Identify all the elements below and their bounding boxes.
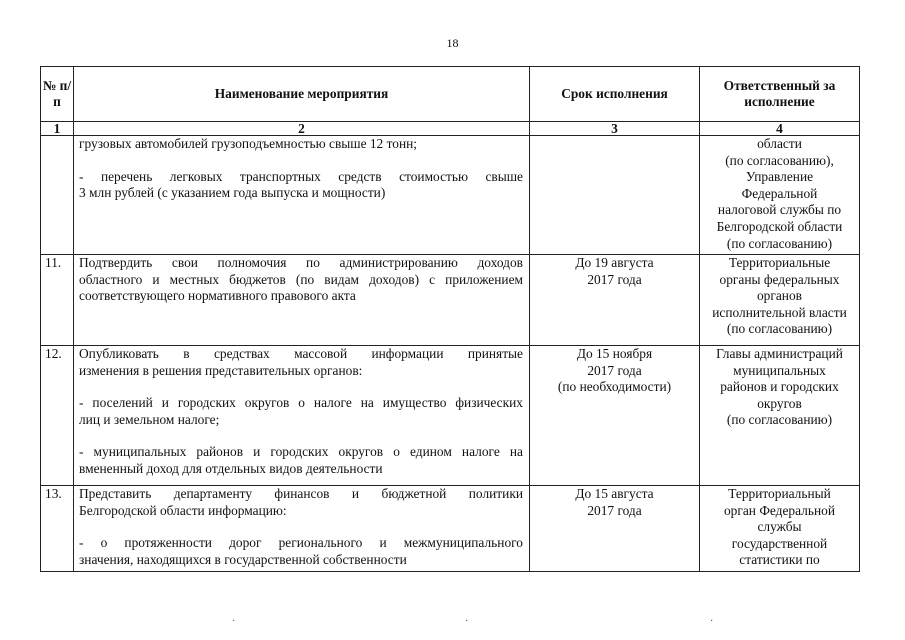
header-measure-name: Наименование мероприятия <box>74 67 530 122</box>
table-header-row <box>41 67 860 122</box>
row-number: 12. <box>41 346 74 486</box>
index-cell: 2 <box>74 122 530 136</box>
responsible-line: муниципальных <box>733 362 826 378</box>
responsible-cell <box>700 346 860 486</box>
table-row <box>41 136 860 255</box>
responsible-cell <box>700 486 860 572</box>
responsible-line: органы федеральных <box>719 271 840 287</box>
measure-line: грузовых автомобилей грузоподъемностью свыше 12 тонн; <box>79 136 418 151</box>
row-number: 13. <box>41 486 74 572</box>
responsible-line: Управление <box>745 169 814 185</box>
responsible-line: статистики по <box>739 552 820 568</box>
scan-dot: · <box>232 616 236 627</box>
measure-line: - поселений и городских округов о налоге на имущество физических <box>79 395 523 411</box>
deadline-cell <box>530 136 700 255</box>
measure-description <box>74 136 530 255</box>
measure-line: Представить департаменту финансов и бюджетной политики <box>79 486 523 501</box>
measure-line: Опубликовать в средствах массовой информации принятые <box>79 346 523 361</box>
index-cell: 4 <box>700 122 860 136</box>
measure-line: Подтвердить свои полномочия по администрированию доходов <box>79 255 523 270</box>
responsible-line: орган Федеральной <box>723 502 835 518</box>
responsible-line: районов и городских <box>720 379 839 395</box>
measure-line <box>79 153 523 169</box>
index-cell: 3 <box>530 122 700 136</box>
responsible-line: (по согласованию) <box>726 412 833 428</box>
measure-line: соответствующего нормативного правового акта <box>79 288 356 304</box>
responsible-line: (по согласованию), <box>725 152 834 168</box>
table-row <box>41 346 860 486</box>
deadline-line: 2017 года <box>587 271 642 287</box>
scan-dot: · <box>465 616 469 627</box>
index-cell: 1 <box>41 122 74 136</box>
responsible-cell <box>700 136 860 255</box>
deadline-cell <box>530 255 700 346</box>
measure-line: - о протяженности дорог регионального и межмуниципального <box>79 535 523 551</box>
measure-line <box>79 379 523 395</box>
measure-line: - муниципальных районов и городских округов о едином налоге на <box>79 444 523 460</box>
responsible-cell <box>700 255 860 346</box>
deadline-cell <box>530 346 700 486</box>
deadline-line: До 15 ноября <box>576 346 653 361</box>
measure-description <box>74 346 530 486</box>
column-index-row <box>41 122 860 136</box>
deadline-line: До 15 августа <box>575 486 654 501</box>
responsible-line: Главы администраций <box>716 346 843 361</box>
measure-line <box>79 428 523 444</box>
deadline-line: (по необходимости) <box>557 379 672 395</box>
measure-line: - перечень легковых транспортных средств стоимостью свыше <box>79 168 523 184</box>
table-row <box>41 255 860 346</box>
header-deadline: Срок исполнения <box>530 67 700 122</box>
measure-description <box>74 255 530 346</box>
row-number <box>41 136 74 255</box>
measure-line: Белгородской области информацию: <box>79 502 287 518</box>
responsible-line: Территориальный <box>728 486 831 501</box>
header-responsible: Ответственный за исполнение <box>700 67 860 122</box>
responsible-line: налоговой службы по <box>717 202 842 218</box>
deadline-line: До 19 августа <box>575 255 654 270</box>
responsible-line: исполнительной власти <box>712 304 847 320</box>
responsible-line: Федеральной <box>741 185 818 201</box>
row-number: 11. <box>41 255 74 346</box>
header-number: № п/п <box>41 67 74 122</box>
responsible-line: службы <box>757 519 802 535</box>
responsible-line: государственной <box>731 535 828 551</box>
measure-line: областного и местных бюджетов (по видам доходов) с приложением <box>79 271 523 287</box>
measure-description <box>74 486 530 572</box>
table-row <box>41 486 860 572</box>
responsible-line: Белгородской области <box>716 218 843 234</box>
responsible-line: (по согласованию) <box>726 321 833 337</box>
deadline-cell <box>530 486 700 572</box>
page-number: 18 <box>446 36 459 50</box>
responsible-line: (по согласованию) <box>726 235 833 251</box>
measures-table <box>40 66 860 572</box>
scan-dot: · <box>710 616 714 627</box>
responsible-line: органов <box>756 288 802 304</box>
responsible-line: Территориальные <box>728 255 831 270</box>
measure-line: вмененный доход для отдельных видов деятельности <box>79 460 383 476</box>
measure-line: значения, находящихся в государственной собственности <box>79 551 407 567</box>
deadline-line: 2017 года <box>587 362 642 378</box>
measure-line <box>79 519 523 535</box>
deadline-line: 2017 года <box>587 502 642 518</box>
responsible-line: округов <box>757 395 802 411</box>
responsible-line: области <box>757 136 802 151</box>
measure-line: изменения в решения представительных органов: <box>79 362 363 378</box>
measure-line: 3 млн рублей (с указанием года выпуска и мощности) <box>79 185 386 201</box>
measure-line: лиц и земельном налоге; <box>79 411 220 427</box>
